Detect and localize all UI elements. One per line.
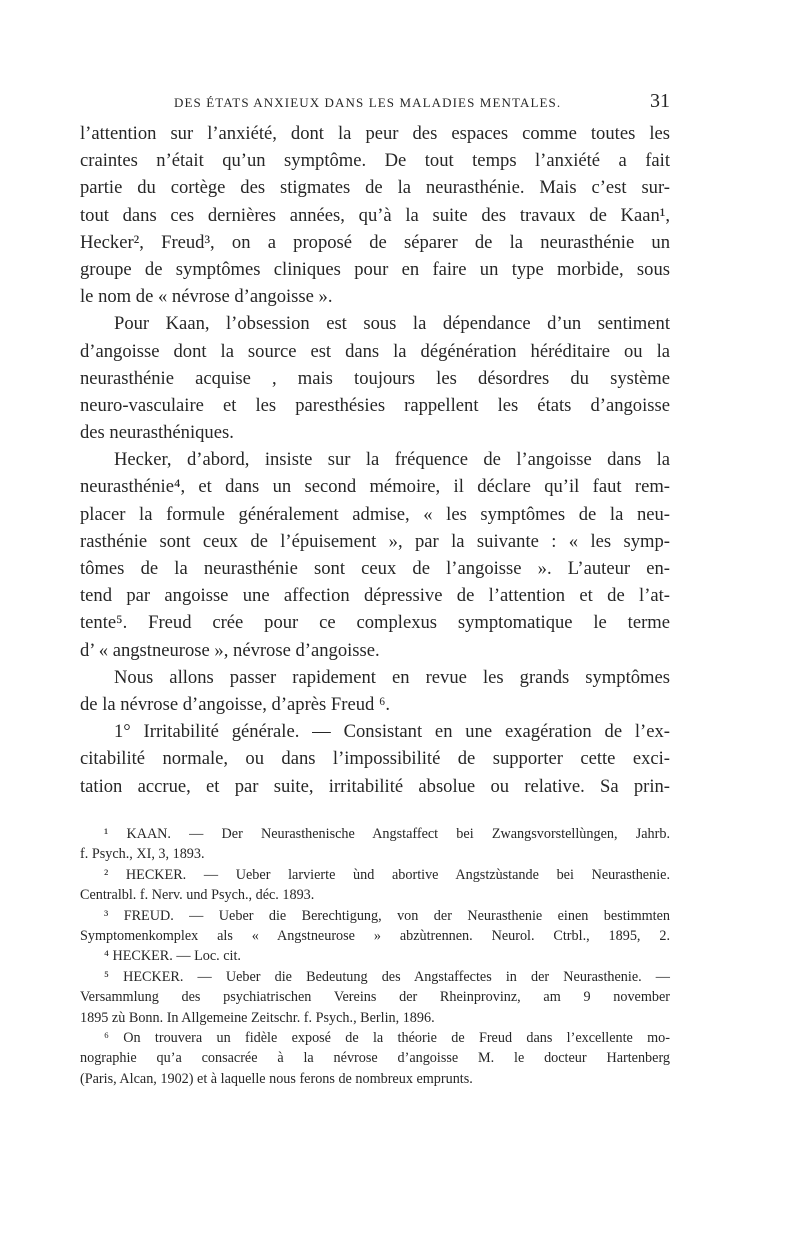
- body-line: tente⁵. Freud crée pour ce complexus symptomatique le terme: [80, 612, 670, 634]
- body-line: tend par angoisse une affection dépressive de l’attention et de l’at-: [80, 585, 670, 607]
- body-line: Hecker², Freud³, on a proposé de séparer de la neurasthénie un: [80, 231, 670, 253]
- footnote-line: ⁶ On trouvera un fidèle exposé de la théorie de Freud dans l’excellente mo-: [104, 1029, 670, 1046]
- body-line: l’attention sur l’anxiété, dont la peur des espaces comme toutes les: [80, 123, 670, 144]
- footnote-line: ⁴ HECKER. — Loc. cit.: [104, 948, 241, 965]
- body-line: tout dans ces dernières années, qu’à la suite des travaux de Kaan¹,: [80, 204, 670, 226]
- body-line: tômes de la neurasthénie sont ceux de l’angoisse ». L’auteur en-: [80, 558, 670, 579]
- body-line: 1° Irritabilité générale. — Consistant en une exagération de l’ex-: [114, 721, 670, 743]
- footnote-line: nographie qu’a consacrée à la névrose d’angoisse M. le docteur Hartenberg: [80, 1050, 670, 1067]
- body-line: partie du cortège des stigmates de la neurasthénie. Mais c’est sur-: [80, 177, 670, 199]
- body-line: le nom de « névrose d’angoisse ».: [80, 286, 333, 308]
- page-header: [80, 92, 670, 118]
- body-line: neurasthénie acquise , mais toujours les désordres du système: [80, 367, 670, 389]
- body-line: rasthénie sont ceux de l’épuisement », par la suivante : « les symp-: [80, 530, 670, 552]
- footnote-line: ¹ KAAN. — Der Neurasthenische Angstaffect bei Zwangsvorstellùngen, Jahrb.: [104, 826, 670, 842]
- body-line: neurasthénie⁴, et dans un second mémoire, il déclare qu’il faut rem-: [80, 476, 670, 498]
- body-line: Nous allons passer rapidement en revue les grands symptômes: [114, 666, 670, 688]
- running-title: DES ÉTATS ANXIEUX DANS LES MALADIES MENTALES.: [174, 95, 562, 110]
- body-line: neuro-vasculaire et les paresthésies rappellent les états d’angoisse: [80, 394, 670, 416]
- footnote-line: Centralbl. f. Nerv. und Psych., déc. 1893.: [80, 887, 315, 904]
- footnote-line: Versammlung des psychiatrischen Vereins der Rheinprovinz, am 9 november: [80, 989, 670, 1006]
- footnotes: [80, 824, 670, 1089]
- body-text: [80, 120, 670, 800]
- footnote-line: f. Psych., XI, 3, 1893.: [80, 846, 205, 863]
- body-line: d’ « angstneurose », névrose d’angoisse.: [80, 639, 380, 661]
- body-line: d’angoisse dont la source est dans la dégénération héréditaire ou la: [80, 340, 670, 362]
- body-line: craintes n’était qu’un symptôme. De tout temps l’anxiété a fait: [80, 150, 670, 172]
- footnote-line: ⁵ HECKER. — Ueber die Bedeutung des Angstaffectes in der Neurasthenie. —: [104, 968, 670, 985]
- footnote-line: 1895 zù Bonn. In Allgemeine Zeitschr. f. Psych., Berlin, 1896.: [80, 1009, 435, 1026]
- body-line: Hecker, d’abord, insiste sur la fréquence de l’angoisse dans la: [114, 449, 670, 471]
- footnote-line: (Paris, Alcan, 1902) et à laquelle nous ferons de nombreux emprunts.: [80, 1070, 473, 1087]
- page-number: 31: [650, 90, 670, 112]
- body-line: Pour Kaan, l’obsession est sous la dépendance d’un sentiment: [114, 313, 670, 335]
- body-line: de la névrose d’angoisse, d’après Freud ⁶.: [80, 693, 391, 715]
- body-line: placer la formule généralement admise, « les symptômes de la neu-: [80, 503, 670, 525]
- body-line: citabilité normale, ou dans l’impossibilité de supporter cette exci-: [80, 748, 670, 770]
- body-line: tation accrue, et par suite, irritabilité absolue ou relative. Sa prin-: [80, 775, 670, 797]
- footnote-line: ² HECKER. — Ueber larvierte ùnd abortive Angstzùstande bei Neurasthenie.: [104, 866, 670, 883]
- body-line: des neurasthéniques.: [80, 422, 234, 444]
- footnote-line: ³ FREUD. — Ueber die Berechtigung, von der Neurasthenie einen bestimmten: [104, 907, 670, 924]
- footnote-line: Symptomenkomplex als « Angstneurose » abzùtrennen. Neurol. Ctrbl., 1895, 2.: [80, 927, 670, 944]
- body-line: groupe de symptômes cliniques pour en faire un type morbide, sous: [80, 258, 670, 280]
